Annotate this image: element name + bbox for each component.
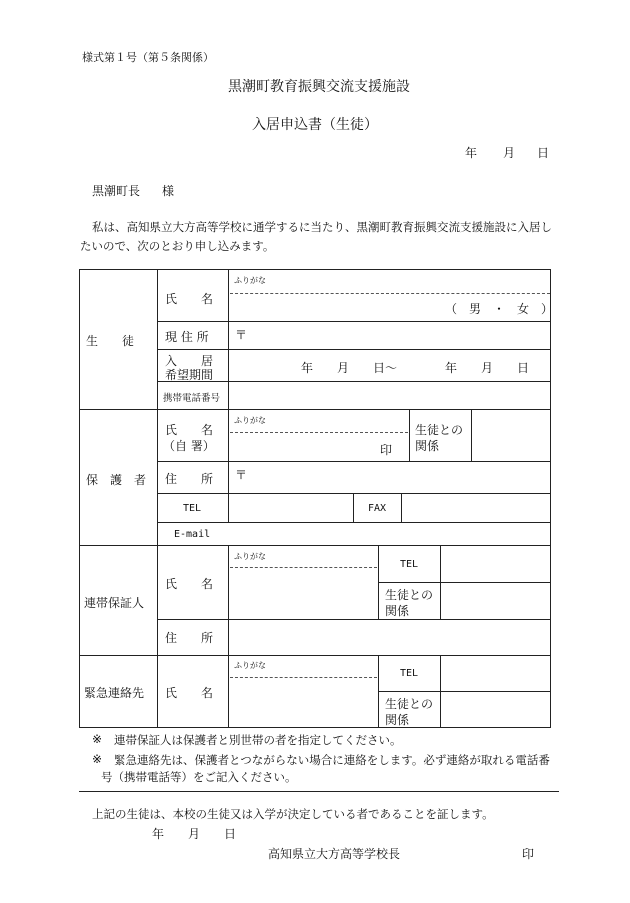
guarantor-furigana-label: ふりがな <box>234 552 266 561</box>
note-text: 緊急連絡先は、保護者とつながらない場合に連絡をします。必ず連絡が取れる電話番 <box>114 753 550 767</box>
student-address-label: 現 住 所 <box>165 330 209 344</box>
emergency-section-label: 緊急連絡先 <box>84 686 145 700</box>
guardian-fax-label: FAX <box>368 503 387 514</box>
table-border <box>550 269 551 728</box>
table-border <box>409 409 410 462</box>
facility-name: 黒潮町教育振興交流支援施設 <box>228 79 410 95</box>
certification-text: 上記の生徒は、本校の生徒又は入学が決定している者であることを証します。 <box>92 807 494 821</box>
student-address-field[interactable] <box>250 322 550 349</box>
emergency-relation-label-2: 関係 <box>385 713 410 727</box>
date-month: 月 <box>503 146 516 160</box>
period-label-line-2: 希望期間 <box>165 368 214 382</box>
guarantor-relation-field[interactable] <box>441 583 550 619</box>
section-divider <box>79 791 559 792</box>
guarantor-section-label: 連帯保証人 <box>84 596 145 610</box>
guarantor-address-field[interactable] <box>230 620 550 655</box>
note-text-continued: 号（携帯電話等）をご記入ください。 <box>101 770 297 784</box>
guardian-tel-field[interactable] <box>230 494 352 522</box>
note-mark: ※ <box>92 752 103 766</box>
guarantor-name-label: 氏 名 <box>165 577 214 591</box>
guardian-tel-label: TEL <box>183 503 202 514</box>
addressee-honorific: 様 <box>162 184 175 198</box>
addressee-name: 黒潮町長 <box>92 184 141 198</box>
guarantor-tel-label: TEL <box>400 559 419 570</box>
table-border <box>228 545 229 728</box>
emergency-relation-label-1: 生徒との <box>385 697 434 711</box>
student-postal-mark: 〒 <box>235 328 248 342</box>
student-name-label: 氏 名 <box>165 292 214 306</box>
form-number: 様式第１号（第５条関係） <box>82 51 214 64</box>
page-title: 入居申込書（生徒） <box>252 117 378 133</box>
guardian-furigana-label: ふりがな <box>234 416 266 425</box>
guardian-section-label: 保 護 者 <box>86 473 147 487</box>
emergency-name-label: 氏 名 <box>165 686 214 700</box>
emergency-tel-field[interactable] <box>441 656 550 691</box>
guardian-relation-label-1: 生徒との <box>415 423 464 437</box>
certification-date: 年 月 日 <box>152 827 237 841</box>
table-border <box>228 269 229 522</box>
emergency-relation-field[interactable] <box>441 692 550 727</box>
mobile-label: 携帯電話番号 <box>163 393 221 404</box>
period-label-line-1: 入 居 <box>165 354 214 368</box>
mobile-field[interactable] <box>230 382 550 409</box>
table-border <box>353 493 354 523</box>
emergency-name-field[interactable] <box>230 678 377 727</box>
intro-line-2: たいので、次のとおり申し込みます。 <box>80 239 275 253</box>
guarantor-relation-label-2: 関係 <box>385 604 410 618</box>
principal-seal: 印 <box>522 847 535 861</box>
intro-line-1: 私は、高知県立大方高等学校に通学するに当たり、黒潮町教育振興交流支援施設に入居し <box>92 220 552 234</box>
guardian-address-field[interactable] <box>250 462 550 493</box>
table-border <box>157 349 551 350</box>
guarantor-tel-field[interactable] <box>441 546 550 582</box>
table-border <box>79 269 551 270</box>
guardian-email-field[interactable] <box>230 523 550 545</box>
table-border <box>79 269 80 728</box>
principal-title: 高知県立大方高等学校長 <box>268 847 401 861</box>
guardian-fax-field[interactable] <box>402 494 550 522</box>
emergency-tel-label: TEL <box>400 668 419 679</box>
guarantor-relation-label-1: 生徒との <box>385 588 434 602</box>
guarantor-address-label: 住 所 <box>165 631 214 645</box>
date-day: 日 <box>537 146 550 160</box>
guardian-postal-mark: 〒 <box>235 468 248 482</box>
guardian-relation-field[interactable] <box>472 410 550 461</box>
guardian-relation-label-2: 関係 <box>415 439 440 453</box>
guardian-name-label: 氏 名 <box>165 423 214 437</box>
emergency-furigana-label: ふりがな <box>234 661 266 670</box>
student-section-label: 生 徒 <box>86 334 135 348</box>
guardian-seal: 印 <box>380 443 393 457</box>
note-mark: ※ <box>92 732 103 746</box>
guardian-address-label: 住 所 <box>165 472 214 486</box>
student-gender-choice[interactable]: （ 男 ・ 女 ） <box>445 302 554 316</box>
student-furigana-label: ふりがな <box>234 276 266 285</box>
table-border <box>79 727 551 728</box>
note-text: 連帯保証人は保護者と別世帯の者を指定してください。 <box>114 733 402 747</box>
period-field[interactable]: 年 月 日～ 年 月 日 <box>301 361 530 375</box>
date-year: 年 <box>465 146 478 160</box>
guardian-signature-label: （自 署） <box>163 439 215 453</box>
guarantor-name-field[interactable] <box>230 568 377 618</box>
table-border <box>157 269 158 728</box>
guardian-email-label: E-mail <box>174 529 211 540</box>
